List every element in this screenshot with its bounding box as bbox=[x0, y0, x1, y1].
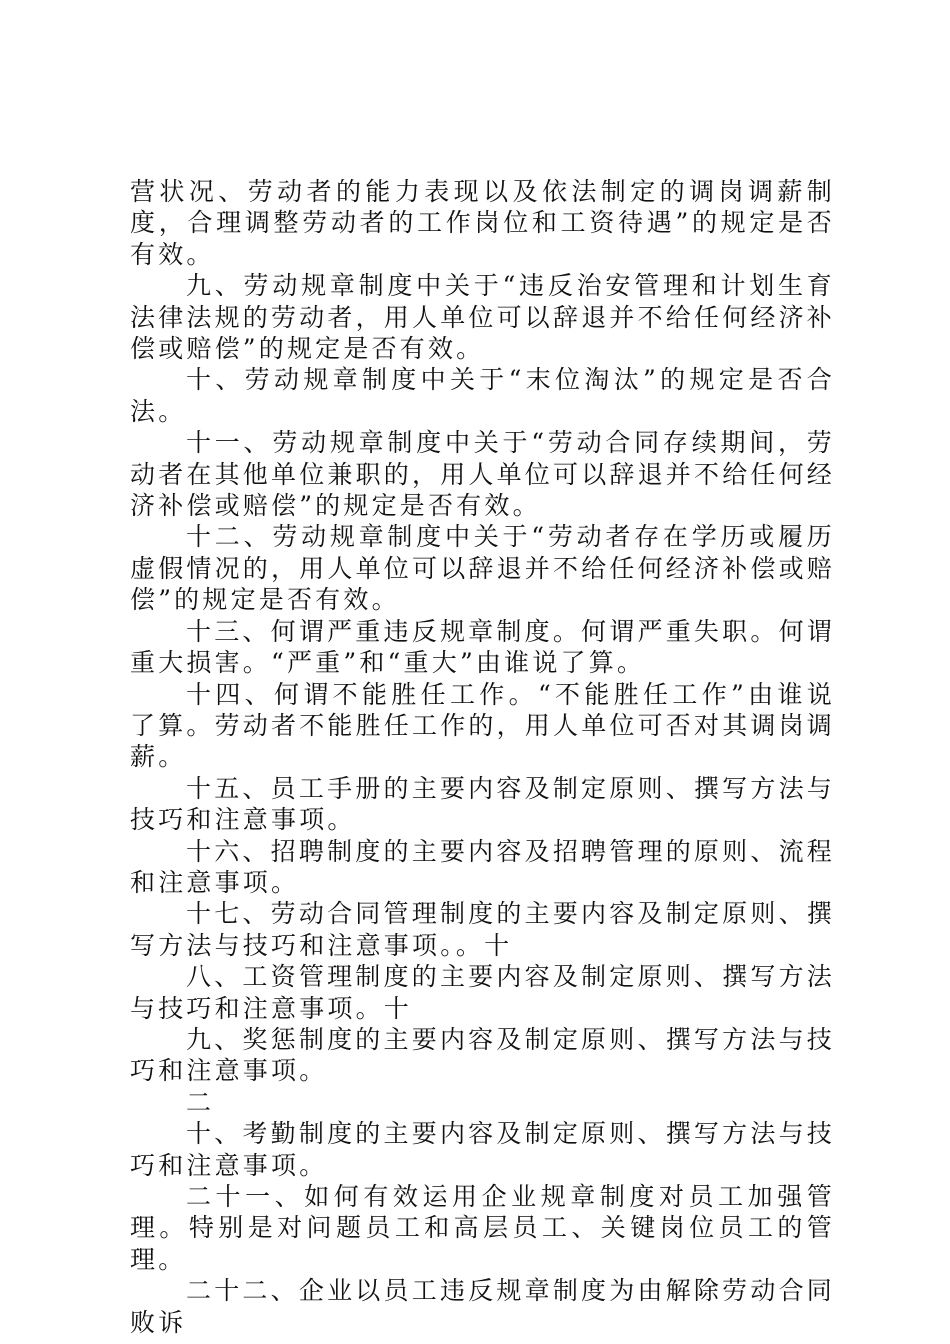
paragraph-item-10: 十、劳动规章制度中关于“末位淘汰”的规定是否合法。 bbox=[130, 365, 835, 426]
paragraph-item-19: 九、奖惩制度的主要内容及制定原则、撰写方法与技巧和注意事项。 bbox=[130, 1024, 835, 1086]
paragraph-item-12: 十二、劳动规章制度中关于“劳动者存在学历或履历虚假情况的，用人单位可以辞退并不给任何经济补偿或赔偿”的规定是否有效。 bbox=[130, 522, 836, 615]
paragraph-item-22: 二十二、企业以员工违反规章制度为由解除劳动合同败诉 bbox=[130, 1276, 835, 1337]
paragraph-continuation: 营状况、劳动者的能力表现以及依法制定的调岗调薪制度，合理调整劳动者的工作岗位和工资待遇”的规定是否有效。 bbox=[130, 177, 835, 269]
paragraph-fragment: 二 bbox=[186, 1087, 215, 1117]
paragraph-item-18: 八、工资管理制度的主要内容及制定原则、撰写方法与技巧和注意事项。十 bbox=[130, 962, 835, 1023]
paragraph-item-14: 十四、何谓不能胜任工作。“不能胜任工作”由谁说了算。劳动者不能胜任工作的，用人单位可否对其调岗调薪。 bbox=[130, 679, 836, 772]
document-body bbox=[130, 176, 835, 1338]
paragraph-item-15: 十五、员工手册的主要内容及制定原则、撰写方法与技巧和注意事项。 bbox=[130, 773, 835, 835]
paragraph-item-16: 十六、招聘制度的主要内容及招聘管理的原则、流程和注意事项。 bbox=[130, 836, 835, 897]
paragraph-item-9: 九、劳动规章制度中关于“违反治安管理和计划生育法律法规的劳动者，用人单位可以辞退并不给任何经济补偿或赔偿”的规定是否有效。 bbox=[130, 271, 836, 364]
paragraph-item-11: 十一、劳动规章制度中关于“劳动合同存续期间，劳动者在其他单位兼职的，用人单位可以辞退并不给任何经济补偿或赔偿”的规定是否有效。 bbox=[130, 428, 836, 521]
paragraph-item-13: 十三、何谓严重违反规章制度。何谓严重失职。何谓重大损害。“严重”和“重大”由谁说了算。 bbox=[130, 616, 835, 678]
paragraph-item-17: 十七、劳动合同管理制度的主要内容及制定原则、撰写方法与技巧和注意事项。。十 bbox=[130, 899, 835, 960]
paragraph-item-21: 二十一、如何有效运用企业规章制度对员工加强管理。特别是对问题员工和高层员工、关键岗位员工的管理。 bbox=[130, 1182, 835, 1274]
paragraph-item-20: 十、考勤制度的主要内容及制定原则、撰写方法与技巧和注意事项。 bbox=[130, 1119, 835, 1180]
